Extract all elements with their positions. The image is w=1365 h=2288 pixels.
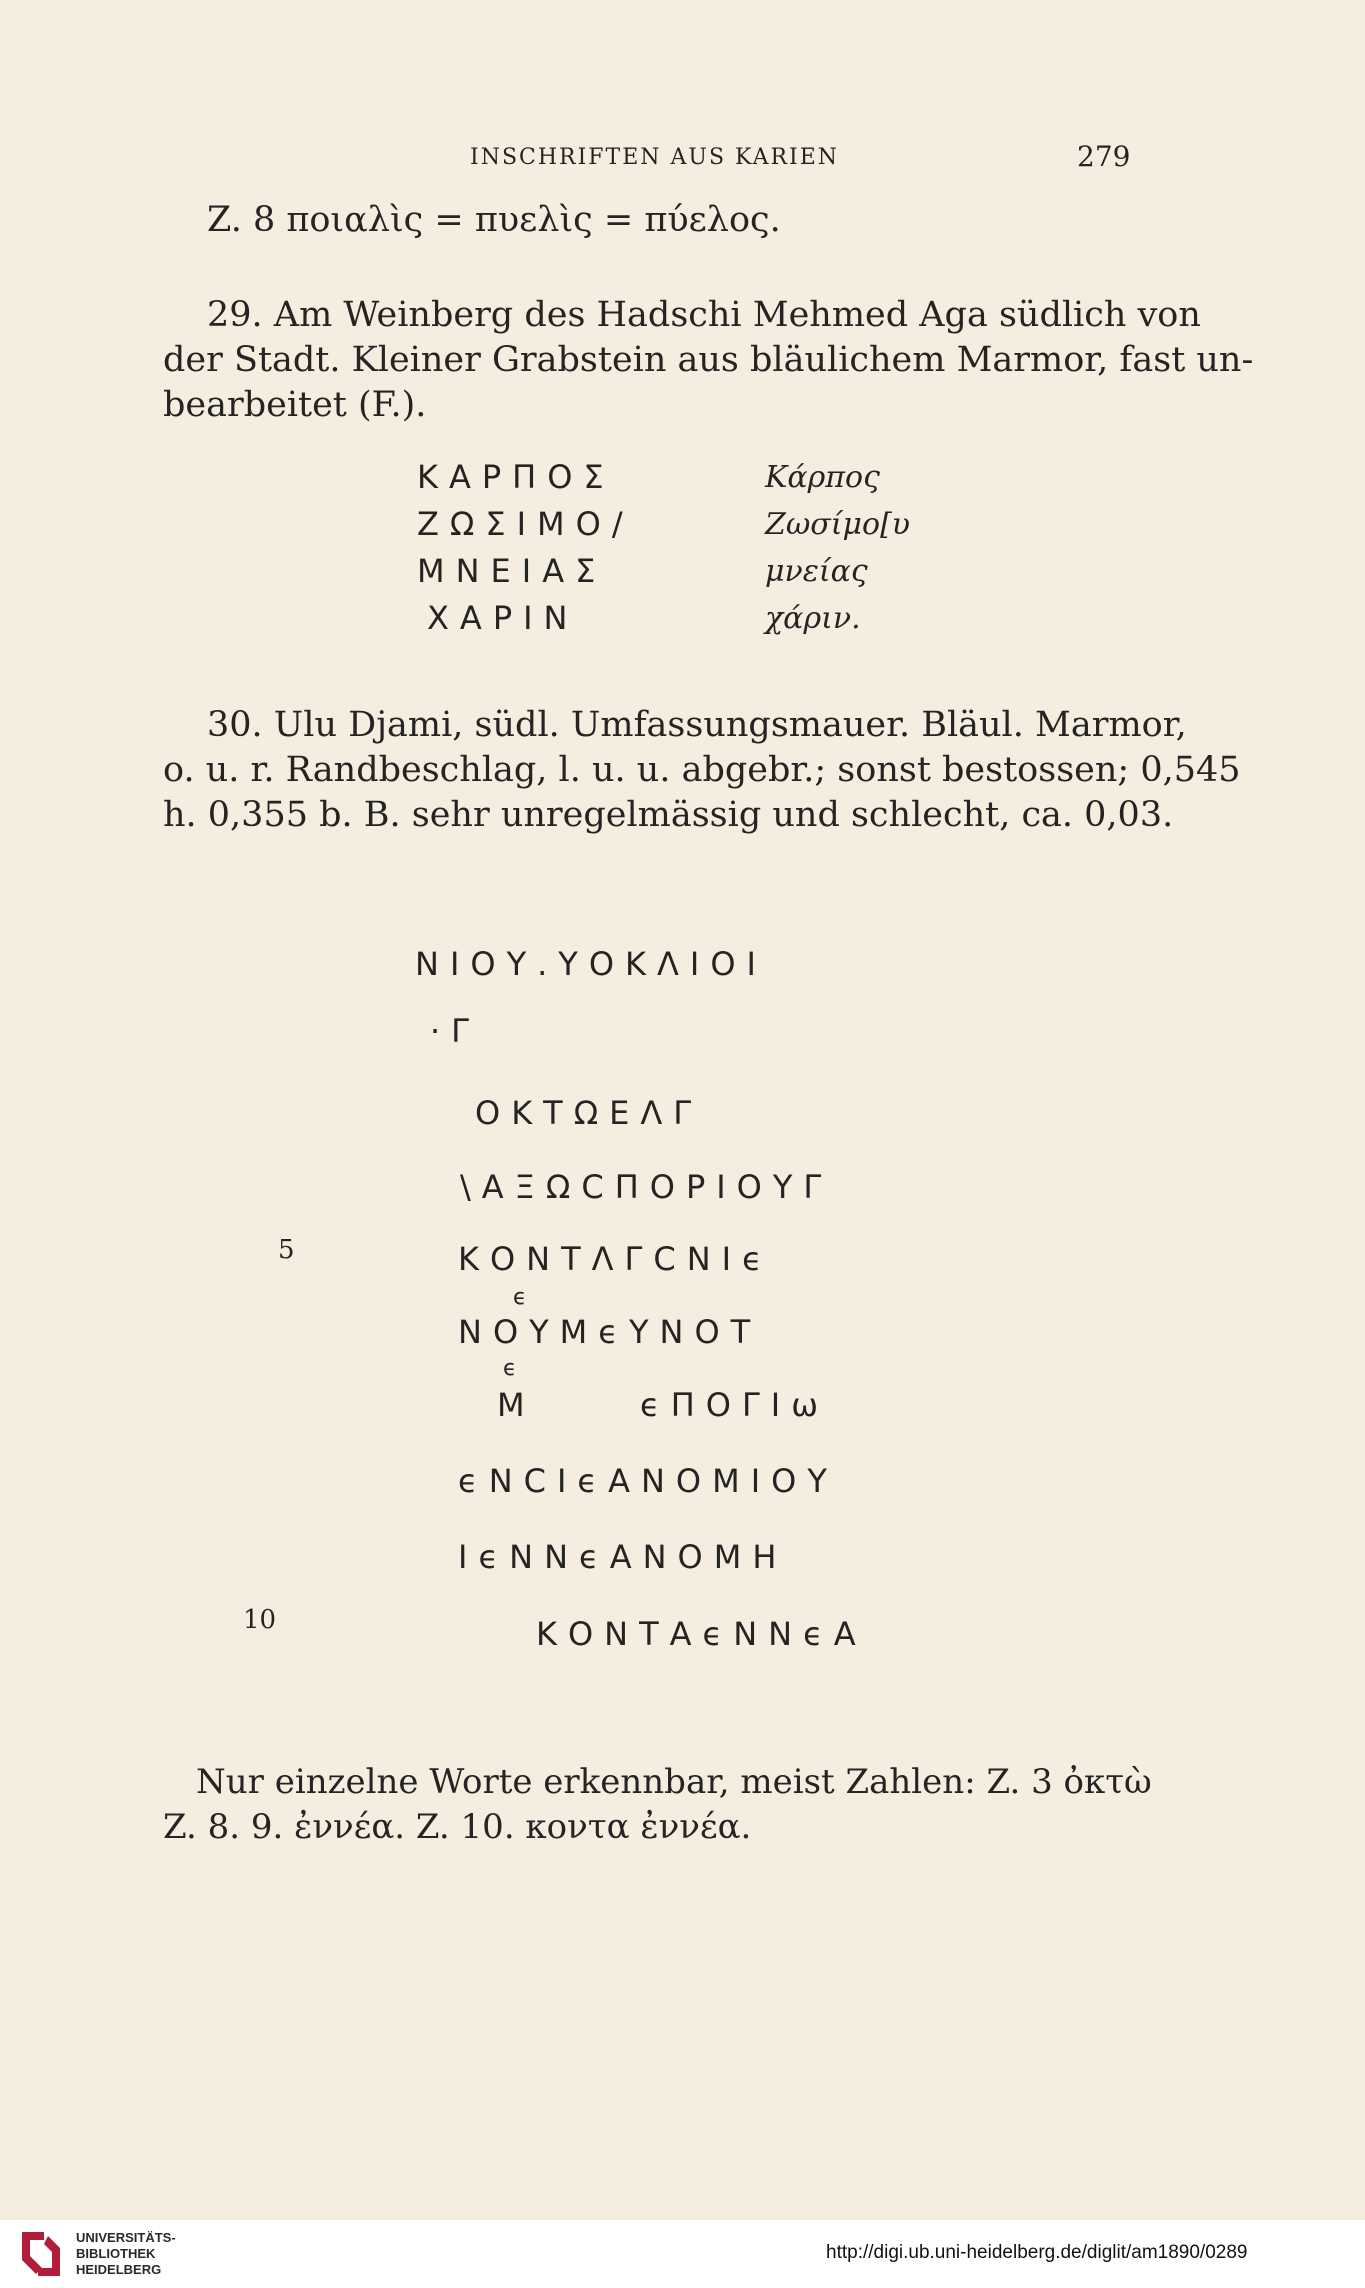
s29-transcription-line-4: χάριν. — [765, 601, 861, 636]
s29-inscription-line-4: ΧΑΡΙΝ — [427, 599, 579, 637]
s30-inscription-line-5: ΚΟΝΤΛΓϹΝΙϵ — [458, 1240, 773, 1278]
s30-superscript-e-2: ϵ — [503, 1356, 517, 1381]
s29-line-3: bearbeitet (F.). — [163, 385, 427, 425]
source-url-link[interactable]: http://digi.ub.uni-heidelberg.de/diglit/am1890/0289 — [826, 2242, 1248, 2263]
s30-inscription-line-9: ΙϵΝΝϵΑΝΟΜΗ — [458, 1538, 788, 1576]
s29-inscription-line-2: ΖΩΣΙΜΟ/ — [417, 505, 634, 543]
s30-inscription-line-10: ΚΟΝΤΑϵΝΝϵΑ — [536, 1615, 867, 1653]
s29-line-2: der Stadt. Kleiner Grabstein aus bläulichem Marmor, fast un- — [163, 340, 1254, 380]
s29-transcription-line-1: Κάρπος — [765, 460, 880, 495]
s30-line-3: h. 0,355 b. B. sehr unregelmässig und schlecht, ca. 0,03. — [163, 795, 1174, 835]
s30-inscription-line-7b: ϵΠΟΓΙω — [640, 1386, 829, 1424]
line-number-5: 5 — [278, 1235, 295, 1265]
s30-line-1: 30. Ulu Djami, südl. Umfassungsmauer. Bläul. Marmor, — [207, 705, 1187, 745]
s29-transcription-line-2: Ζωσίμο[υ — [765, 507, 911, 542]
note-line: Z. 8 ποιαλὶς = πυελὶς = πύελος. — [207, 200, 781, 240]
s30-inscription-line-6: ΝΟΥΜϵΥΝΟΤ — [458, 1313, 762, 1351]
line-number-10: 10 — [243, 1605, 277, 1635]
s29-transcription-line-3: μνείας — [765, 554, 868, 589]
s30-line-2: o. u. r. Randbeschlag, l. u. u. abgebr.; sonst bestossen; 0,545 — [163, 750, 1241, 790]
s30-inscription-line-1: ΝΙΟΥ.ΥΟΚΛΙΟΙ — [415, 945, 767, 983]
closing-line-1: Nur einzelne Worte erkennbar, meist Zahlen: Z. 3 ὀκτὼ — [196, 1762, 1152, 1802]
library-logo-icon — [14, 2226, 68, 2282]
logo-text-line-2: BIBLIOTHEK — [76, 2246, 156, 2261]
s30-inscription-line-4: \ΑΞΩϹΠΟΡΙΟΥΓ — [460, 1168, 833, 1206]
s30-superscript-e-1: ϵ — [513, 1285, 527, 1310]
s30-inscription-line-7a: Μ — [497, 1386, 536, 1424]
s30-inscription-line-3: ΟΚΤΩΕΛΓ — [475, 1094, 703, 1132]
running-header-title: INSCHRIFTEN AUS KARIEN — [470, 145, 840, 170]
s29-inscription-line-1: ΚΑΡΠΟΣ — [417, 458, 615, 496]
s29-line-1: 29. Am Weinberg des Hadschi Mehmed Aga südlich von — [207, 295, 1201, 335]
logo-text-line-1: UNIVERSITÄTS- — [76, 2230, 176, 2245]
page-number: 279 — [1077, 140, 1131, 173]
footer-bar — [0, 2220, 1365, 2288]
s30-inscription-line-2: ·Γ — [430, 1012, 480, 1050]
logo-text-line-3: HEIDELBERG — [76, 2262, 162, 2277]
s29-inscription-line-3: ΜΝΕΙΑΣ — [417, 552, 607, 590]
s30-inscription-line-8: ϵΝϹΙϵΑΝΟΜΙΟΥ — [458, 1462, 838, 1500]
closing-line-2: Z. 8. 9. ἐννέα. Z. 10. κοντα ἐννέα. — [163, 1807, 752, 1847]
